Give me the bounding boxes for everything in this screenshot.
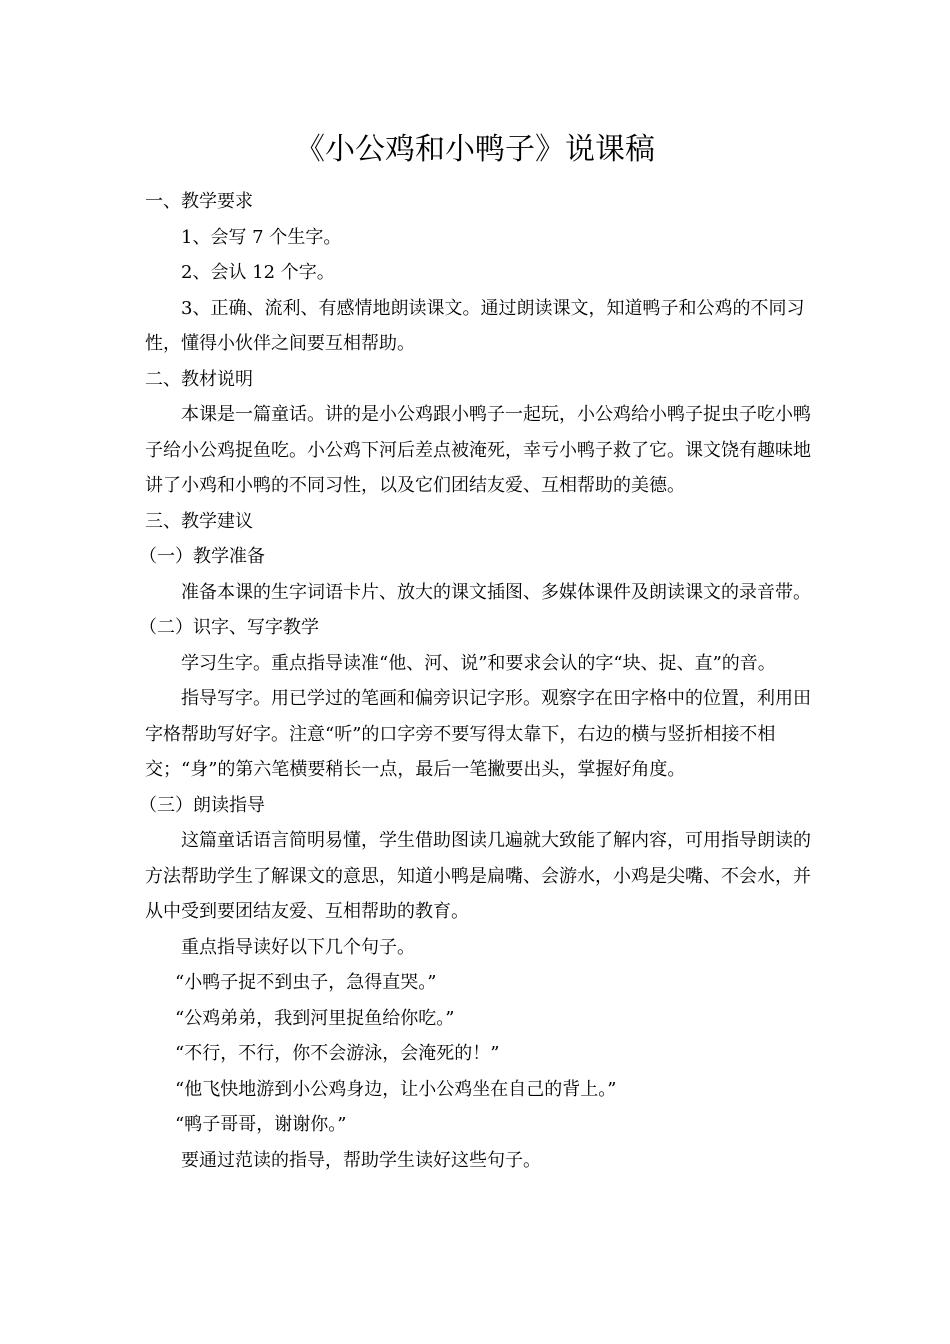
subsection-heading: （三）朗读指导 [139,794,265,816]
quoted-sentence: “鸭子哥哥，谢谢你。” [175,1114,347,1135]
paragraph: 1、会写 7 个生字。 [181,226,342,248]
paragraph: 本课是一篇童话。讲的是小公鸡跟小鸭子一起玩，小公鸡给小鸭子捉虫子吃小鸭子给小公鸡捉鱼吃。小公鸡下河后差点被淹死，幸亏小鸭子救了它。课文饶有趣味地讲了小鸡和小鸭的不同习性，以及它们团结友爱、互相帮助的美德。 [145,404,811,496]
document-title: 《小公鸡和小鸭子》说课稿 [295,132,655,167]
paragraph: 这篇童话语言简明易懂，学生借助图读几遍就大致能了解内容，可用指导朗读的方法帮助学生了解课文的意思，知道小鸭是扁嘴、会游水，小鸡是尖嘴、不会水，并从中受到要团结友爱、互相帮助的教育。 [145,830,811,922]
section-heading: 一、教学要求 [145,191,253,212]
quoted-sentence: “不行，不行，你不会游泳，会淹死的！” [175,1043,500,1064]
section-heading: 二、教材说明 [145,368,253,390]
paragraph: 准备本课的生字词语卡片、放大的课文插图、多媒体课件及朗读课文的录音带。 [181,581,811,603]
paragraph: 指导写字。用已学过的笔画和偏旁识记字形。观察字在田字格中的位置，利用田字格帮助写好字。注意“听”的口字旁不要写得太靠下，右边的横与竖折相接不相交；“身”的第六笔横要稍长一点，最后一笔撇要出头，掌握好角度。 [145,688,811,780]
subsection-heading: （二）识字、写字教学 [139,617,319,638]
subsection-heading: （一）教学准备 [139,546,265,567]
paragraph: 要通过范读的指导，帮助学生读好这些句子。 [181,1149,541,1171]
paragraph: 重点指导读好以下几个句子。 [181,936,415,958]
paragraph: 2、会认 12 个字。 [181,262,335,283]
quoted-sentence: “公鸡弟弟，我到河里捉鱼给你吃。” [175,1007,455,1029]
quoted-sentence: “他飞快地游到小公鸡身边，让小公鸡坐在自己的背上。” [175,1078,617,1100]
document-body [139,184,811,1178]
quoted-sentence: “小鸭子捉不到虫子，急得直哭。” [175,972,437,993]
paragraph: 学习生字。重点指导读准“他、河、说”和要求会认的字“块、捉、直”的音。 [181,652,776,674]
section-heading: 三、教学建议 [145,510,253,532]
paragraph: 3、正确、流利、有感情地朗读课文。通过朗读课文，知道鸭子和公鸡的不同习性，懂得小伙伴之间要互相帮助。 [145,297,805,354]
